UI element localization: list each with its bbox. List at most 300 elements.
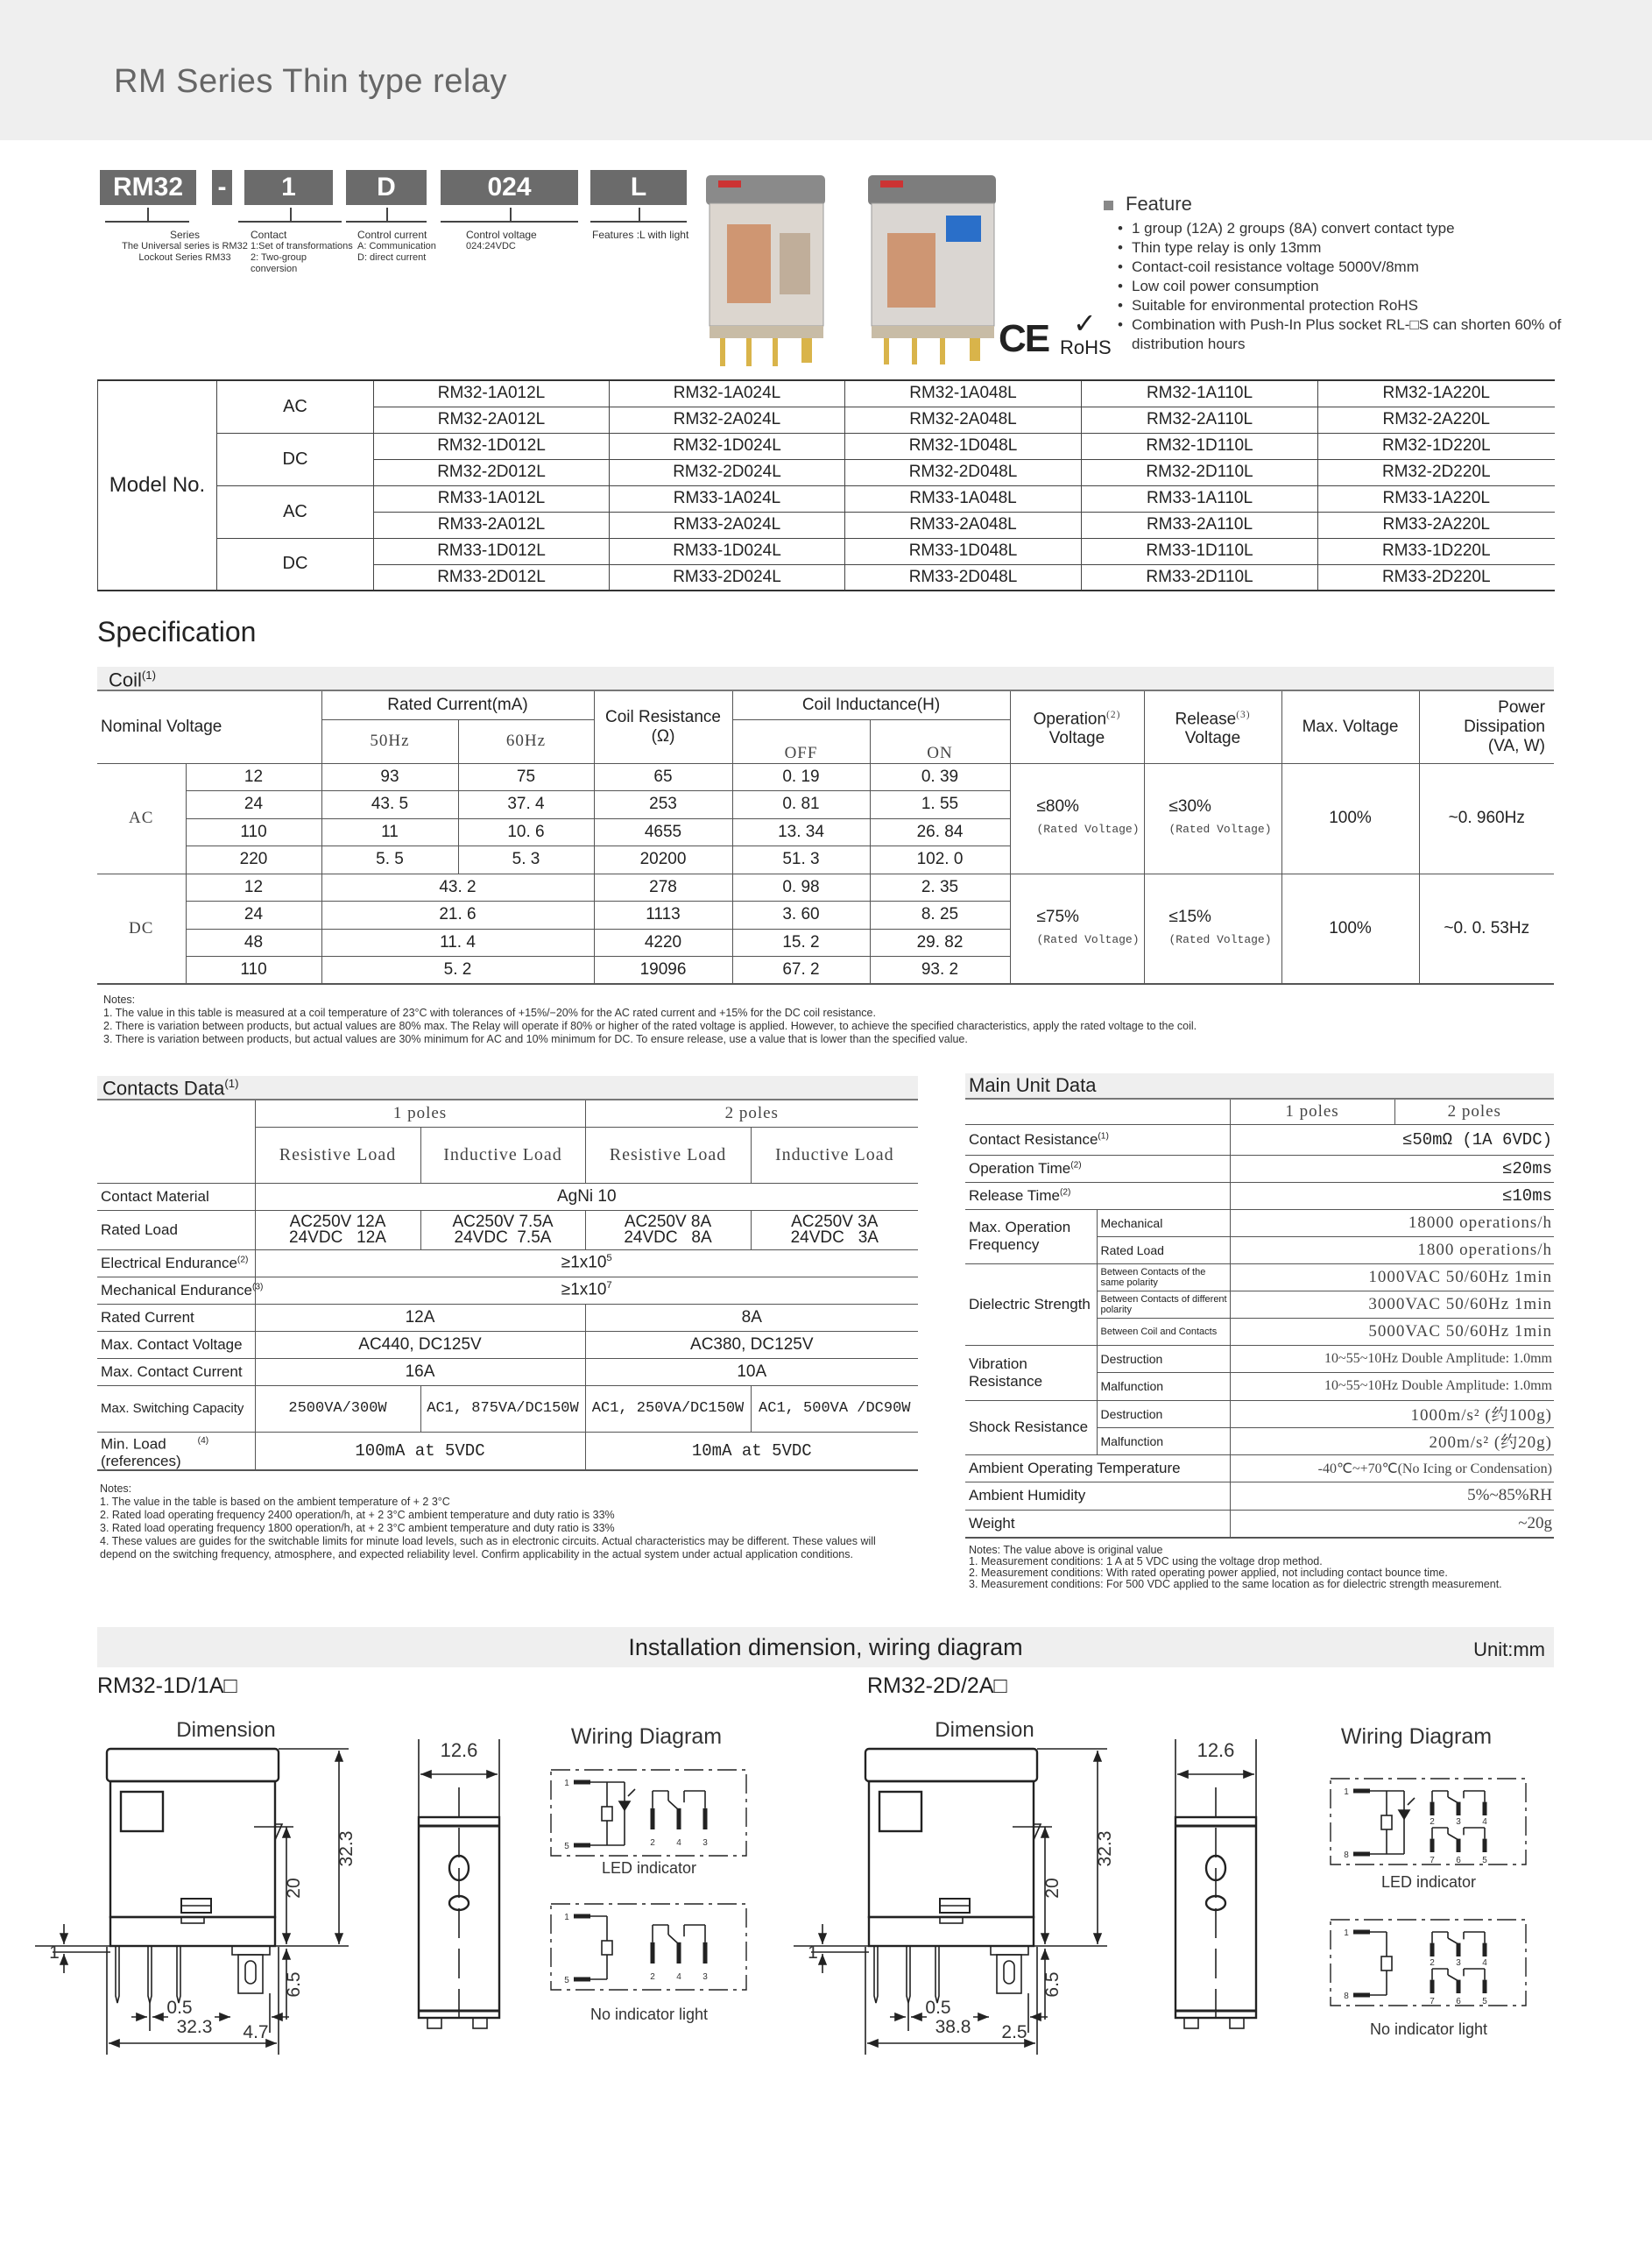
- row-label: [97, 1331, 255, 1358]
- coil-value-cell: 278: [594, 874, 732, 902]
- terminal-number: 2: [650, 1838, 655, 1848]
- terminal-number: 6: [1456, 1856, 1461, 1865]
- row-group-label: Shock Resistance: [965, 1400, 1097, 1454]
- specification-heading: Specification: [97, 616, 257, 647]
- row-group-label: Max. Operation Frequency: [965, 1209, 1097, 1263]
- release-time-value: ≤10ms: [1230, 1182, 1554, 1209]
- coil-value-cell: 4655: [594, 818, 732, 846]
- model-number-cell: RM33-1A048L: [845, 485, 1082, 512]
- feature-item: • Low coil power consumption: [1132, 277, 1627, 296]
- table-row: [97, 1358, 918, 1385]
- poles2-header: 2 poles: [1394, 1100, 1554, 1124]
- model-number-cell: RM32-1D024L: [610, 433, 845, 459]
- terminal-number: 1: [564, 1779, 569, 1788]
- table-row: [98, 485, 1555, 512]
- coil-value-cell: 37. 4: [458, 791, 594, 819]
- model-number-cell: RM32-1D012L: [374, 433, 610, 459]
- dimension-terminal-label: 4.7: [243, 2022, 269, 2042]
- rated-load-cell: [255, 1210, 420, 1249]
- terminal-number: 4: [1482, 1817, 1487, 1827]
- table-row: [965, 1209, 1554, 1236]
- contact-material-value: AgNi 10: [255, 1183, 918, 1210]
- dimension-20-label: 20: [284, 1878, 304, 1899]
- cell-text: Operation Time: [969, 1159, 1071, 1177]
- on-header: ON: [870, 719, 1010, 763]
- code-label-title: Control voltage: [466, 229, 537, 241]
- cell-text: ≤80%: [1036, 797, 1079, 816]
- humidity-value: 5%~85%RH: [1230, 1482, 1554, 1511]
- mechanical-endurance-value: [255, 1277, 918, 1304]
- relay-pin: [148, 1946, 152, 2003]
- table-row: [97, 1385, 918, 1432]
- installation-title: Installation dimension, wiring diagram: [628, 1634, 1023, 1660]
- no-indicator-label: No indicator light: [1369, 2020, 1488, 2038]
- dimension-height-label: 32.3: [1095, 1830, 1115, 1867]
- dimension-pin-width-label: 0.5: [166, 1998, 193, 2018]
- max-voltage-cell: 100%: [1281, 763, 1419, 874]
- dimension-title: Dimension: [176, 1718, 276, 1742]
- coil-value-cell: 0. 19: [732, 763, 870, 791]
- code-segment-box: L: [590, 170, 687, 205]
- coil-value-cell: 110: [186, 957, 321, 985]
- spec-value: 1000VAC 50/60Hz 1min: [1230, 1263, 1554, 1291]
- terminal-number: 4: [676, 1838, 681, 1848]
- code-label-line: 2: Two-group conversion: [251, 252, 307, 274]
- terminal-number: 1: [1344, 1928, 1349, 1938]
- model-number-cell: RM33-1A220L: [1318, 485, 1555, 512]
- feature-item: • Contact-coil resistance voltage 5000V/8mm: [1132, 258, 1627, 277]
- row-sublabel: Rated Load: [1097, 1236, 1230, 1263]
- row-label: [97, 1358, 255, 1385]
- relay-pin: [177, 1946, 180, 2003]
- terminal-number: 7: [1430, 1856, 1435, 1865]
- relay-image: [863, 172, 1003, 369]
- row-label: [97, 1432, 255, 1470]
- terminal-slot: [1004, 1961, 1014, 1984]
- cell-text: ≥1x10: [561, 1280, 607, 1299]
- coil-value-cell: 3. 60: [732, 902, 870, 930]
- code-segment-label: [592, 230, 697, 241]
- side-foot: [1230, 2018, 1244, 2028]
- note-line: 3. Measurement conditions: For 500 VDC applied to the same location as for dielectric strength measurement.: [969, 1578, 1502, 1590]
- row-label: [965, 1155, 1230, 1182]
- row-label: [97, 1277, 264, 1304]
- power-dissipation-cell: ~0. 960Hz: [1419, 763, 1554, 874]
- model-number-cell: RM32-2A110L: [1082, 407, 1318, 433]
- relay-image: [701, 172, 832, 369]
- operation-time-value: ≤20ms: [1230, 1155, 1554, 1182]
- dimension-width-label: 32.3: [176, 2017, 213, 2037]
- coil-value-cell: 24: [186, 791, 321, 819]
- spec-value: 18000 operations/h: [1230, 1209, 1554, 1236]
- cell-text: AC250V 3A: [791, 1212, 879, 1231]
- model-number-cell: RM32-2A048L: [845, 407, 1082, 433]
- model-number-cell: RM33-1D012L: [374, 538, 610, 564]
- model-number-cell: RM33-1D048L: [845, 538, 1082, 564]
- table-row: [98, 380, 1555, 407]
- terminal-head: [232, 1946, 270, 1955]
- coil-title: [109, 669, 156, 691]
- coil-icon: [602, 1941, 612, 1955]
- code-segment-label: [466, 230, 580, 252]
- relay-pin: [116, 1946, 119, 2003]
- terminal-number: 3: [1456, 1817, 1461, 1827]
- side-foot: [427, 2018, 441, 2028]
- cell-text: AC250V 12A: [289, 1212, 386, 1231]
- table-row: [97, 1277, 918, 1304]
- code-label-title: Features :L with light: [592, 229, 689, 241]
- cell-text: 24VDC 8A: [624, 1228, 712, 1247]
- model-number-cell: RM32-2D024L: [610, 459, 845, 485]
- poles1-header: 1 poles: [255, 1100, 585, 1127]
- feature-items: [1102, 219, 1627, 354]
- rohs-logo: RoHS: [1060, 336, 1112, 358]
- dimension-base-label: 1: [808, 1942, 818, 1963]
- model-number-cell: RM32-1D110L: [1082, 433, 1318, 459]
- note-line: 4. These values are guides for the switchable limits for minute load levels, such as in electronic circuits. Actual characteristics may be different. These values will depend on the switching frequency, atmosphere, and expected reliability level. Confirm applicability in the actual system under actual application conditions.: [100, 1535, 876, 1560]
- switching-capacity-value: AC1, 875VA/DC150W: [420, 1385, 585, 1432]
- power-dissipation-header: [1419, 691, 1554, 763]
- row-sublabel: Malfunction: [1097, 1427, 1230, 1454]
- led-light-ray: [628, 1789, 635, 1796]
- contacts-table: [97, 1100, 918, 1471]
- coil-value-cell: 220: [186, 846, 321, 874]
- contact-arm: [1448, 1834, 1458, 1840]
- ambient-temp-value: -40℃~+70℃(No Icing or Condensation): [1230, 1454, 1554, 1482]
- side-foot: [1184, 2018, 1198, 2028]
- code-bracket-tick: [290, 208, 292, 222]
- max-voltage-value: AC440, DC125V: [255, 1331, 585, 1358]
- code-label-line: Lockout Series RM33: [138, 252, 231, 263]
- main-unit-title: Main Unit Data: [969, 1074, 1097, 1096]
- cell-text: (VA, W): [1487, 736, 1545, 755]
- coil-icon: [1381, 1956, 1392, 1971]
- terminal-number: 1: [564, 1913, 569, 1922]
- current-type-cell: AC: [97, 763, 186, 874]
- model-label-2pole: RM32-2D/2A□: [867, 1673, 1007, 1698]
- code-label-title: Series: [169, 229, 200, 241]
- row-label: [97, 1304, 255, 1331]
- code-bracket-tick: [639, 208, 640, 222]
- spec-value: 5000VAC 50/60Hz 1min: [1230, 1318, 1554, 1345]
- test-button-icon: [449, 1896, 469, 1910]
- cell-text: Contact Resistance: [969, 1130, 1098, 1148]
- test-button-icon: [1206, 1896, 1225, 1910]
- row-sublabel: Mechanical: [1097, 1209, 1230, 1236]
- relay-base: [110, 1917, 275, 1946]
- led-indicator-label: LED indicator: [601, 1859, 697, 1877]
- note-line: 2. Rated load operating frequency 2400 operation/h, at + 2 3°C ambient temperature and duty ratio is 33%: [100, 1509, 615, 1521]
- model-number-cell: RM32-1D048L: [845, 433, 1082, 459]
- coil-value-cell: 0. 39: [870, 763, 1010, 791]
- model-number-cell: RM32-2A220L: [1318, 407, 1555, 433]
- dimension-20-label: 20: [1042, 1878, 1063, 1899]
- current-type-cell: AC: [217, 380, 374, 433]
- table-row: [965, 1182, 1554, 1209]
- code-segment-box: 024: [441, 170, 578, 205]
- cell-text: Rated Load: [101, 1221, 178, 1238]
- row-group-label: Vibration Resistance: [965, 1345, 1097, 1400]
- off-header: OFF: [732, 719, 870, 763]
- switching-capacity-value: 2500VA/300W: [255, 1385, 420, 1432]
- dimension-title: Dimension: [935, 1718, 1034, 1742]
- coil-value-cell: 0. 98: [732, 874, 870, 902]
- model-number-cell: RM32-2D012L: [374, 459, 610, 485]
- max-voltage-header: Max. Voltage: [1281, 691, 1419, 763]
- spec-value: 1800 operations/h: [1230, 1236, 1554, 1263]
- spec-value: 3000VAC 50/60Hz 1min: [1230, 1291, 1554, 1318]
- row-group-label: Dielectric Strength: [965, 1263, 1097, 1345]
- coil-value-cell: 253: [594, 791, 732, 819]
- relay-photo-led: [863, 172, 1003, 373]
- poles1-header: 1 poles: [1230, 1100, 1394, 1124]
- spec-value: 200m/s² (约20g): [1230, 1427, 1554, 1454]
- terminal-number: 2: [1430, 1817, 1435, 1827]
- code-label-line: D: direct current: [357, 252, 427, 263]
- max-voltage-cell: 100%: [1281, 874, 1419, 984]
- cell-text: Max. Switching Capacity: [101, 1401, 244, 1416]
- model-number-cell: RM33-1D110L: [1082, 538, 1318, 564]
- cell-text: Release Time: [969, 1186, 1060, 1204]
- terminal-number: 8: [1344, 1850, 1349, 1860]
- max-current-value: 16A: [255, 1358, 585, 1385]
- coil-title-sup: (1): [141, 669, 157, 682]
- footnote-ref: (2): [1059, 1186, 1071, 1197]
- empty-header: [97, 1100, 255, 1183]
- led-indicator-label: LED indicator: [1380, 1873, 1477, 1891]
- coil-value-cell: 5. 2: [321, 957, 594, 985]
- relay-body: [110, 1781, 275, 1917]
- terminal-number: 4: [1482, 1958, 1487, 1968]
- max-current-value: 10A: [585, 1358, 918, 1385]
- model-number-cell: RM33-2D220L: [1318, 564, 1555, 591]
- coil-value-cell: 93: [321, 763, 458, 791]
- poles2-header: 2 poles: [585, 1100, 918, 1127]
- model-number-cell: RM32-1A048L: [845, 380, 1082, 407]
- feature-item: • Suitable for environmental protection RoHS: [1132, 296, 1627, 315]
- model-number-cell: RM33-1D220L: [1318, 538, 1555, 564]
- contact-arm: [668, 1801, 679, 1810]
- table-row: [97, 1183, 918, 1210]
- cell-text: ≤15%: [1168, 907, 1211, 926]
- model-number-table: [97, 379, 1555, 591]
- coil-table: [97, 691, 1554, 985]
- cell-text: Power Dissipation: [1464, 697, 1545, 736]
- operation-voltage-header: [1010, 691, 1144, 763]
- code-bracket-tick: [386, 208, 388, 222]
- empty-header: [965, 1100, 1230, 1124]
- row-sublabel: Malfunction: [1097, 1373, 1230, 1401]
- coil-icon: [1381, 1815, 1392, 1829]
- cell-text: Max. Contact Voltage: [101, 1335, 243, 1353]
- contacts-title-text: Contacts Data: [102, 1077, 225, 1100]
- release-voltage-cell: [1144, 763, 1281, 874]
- terminal-number: 3: [702, 1838, 708, 1848]
- code-bracket-tick: [147, 208, 149, 222]
- terminal-number: 6: [1456, 1997, 1461, 2006]
- coil-value-cell: 26. 84: [870, 818, 1010, 846]
- dimension-width-label: 38.8: [935, 2017, 971, 2037]
- switching-capacity-value: AC1, 250VA/DC150W: [585, 1385, 751, 1432]
- relay-base: [869, 1917, 1034, 1946]
- dimension-pin-label: 6.5: [1042, 1971, 1063, 1998]
- coil-resistance-header: [594, 691, 732, 763]
- contact-arm: [1448, 1797, 1458, 1803]
- row-sublabel: Between Contacts of different polarity: [1097, 1291, 1230, 1318]
- coil-value-cell: 19096: [594, 957, 732, 985]
- coil-value-cell: 24: [186, 902, 321, 930]
- feature-item: • Combination with Push-In Plus socket RL-□S can shorten 60% of distribution hours: [1132, 315, 1627, 354]
- coil-title-text: Coil: [109, 669, 142, 691]
- cell-text: AC250V 7.5A: [452, 1212, 554, 1231]
- contacts-title: [102, 1077, 239, 1100]
- contacts-title-sup: (1): [224, 1077, 239, 1090]
- model-number-cell: RM33-1A110L: [1082, 485, 1318, 512]
- code-segment-box: -: [212, 170, 232, 205]
- row-sublabel: Between Contacts of the same polarity: [1097, 1263, 1230, 1291]
- model-number-cell: RM32-1A220L: [1318, 380, 1555, 407]
- cell-text: Min. Load: [101, 1435, 166, 1453]
- current-type-cell: DC: [97, 874, 186, 984]
- code-label-title: Control current: [357, 229, 427, 241]
- terminal-number: 5: [564, 1976, 569, 1985]
- coil-inductance-header: Coil Inductance(H): [732, 691, 1010, 719]
- operation-voltage-cell: [1010, 763, 1144, 874]
- coil-value-cell: 12: [186, 874, 321, 902]
- coil-value-cell: 75: [458, 763, 594, 791]
- max-voltage-value: AC380, DC125V: [585, 1331, 918, 1358]
- contact-arm: [1448, 1938, 1458, 1944]
- operation-voltage-cell: [1010, 874, 1144, 984]
- cell-text: 24VDC 3A: [790, 1228, 879, 1247]
- dimension-pin-width-label: 0.5: [925, 1998, 951, 2018]
- contact-arm: [668, 1935, 679, 1944]
- rated-current-header: Rated Current(mA): [321, 691, 594, 719]
- code-label-line: 024:24VDC: [466, 241, 516, 251]
- dimension-side-label: 12.6: [1197, 1739, 1235, 1761]
- rated-voltage-note: (Rated Voltage): [1036, 932, 1140, 946]
- cell-text: Operation: [1033, 710, 1107, 729]
- relay-window: [121, 1792, 163, 1831]
- row-label: [965, 1124, 1230, 1155]
- coil-value-cell: 67. 2: [732, 957, 870, 985]
- cell-text: 24VDC 7.5A: [454, 1228, 552, 1247]
- table-row: [965, 1345, 1554, 1373]
- model-number-cell: RM33-2A220L: [1318, 512, 1555, 538]
- coil-value-cell: 2. 35: [870, 874, 1010, 902]
- note-line: 1. Measurement conditions: 1 A at 5 VDC using the voltage drop method.: [969, 1555, 1323, 1567]
- code-label-title: Contact: [251, 229, 287, 241]
- contact-arm: [1448, 1975, 1458, 1981]
- current-type-cell: DC: [217, 538, 374, 591]
- header-unit: (Ω): [651, 726, 675, 746]
- rated-load-cell: [751, 1210, 918, 1249]
- table-row: [97, 763, 1554, 791]
- coil-title-bar: [97, 667, 1554, 691]
- table-row: [965, 1400, 1554, 1427]
- cell-text: 24VDC 12A: [289, 1228, 386, 1247]
- coil-value-cell: 13. 34: [732, 818, 870, 846]
- terminal-number: 5: [1482, 1856, 1487, 1865]
- dimension-terminal-label: 2.5: [1001, 2022, 1027, 2042]
- model-number-cell: RM33-2A024L: [610, 512, 845, 538]
- hz50-header: 50Hz: [321, 719, 458, 763]
- table-row: [97, 1331, 918, 1358]
- weight-value: ~20g: [1230, 1510, 1554, 1538]
- table-row: [97, 1210, 918, 1249]
- table-row: [965, 1454, 1554, 1482]
- model-number-cell: RM33-2A048L: [845, 512, 1082, 538]
- feature-title: Feature: [1102, 193, 1627, 216]
- model-number-cell: RM33-1D024L: [610, 538, 845, 564]
- note-line: Notes:: [103, 994, 136, 1006]
- dimension-side-label: 12.6: [440, 1739, 478, 1761]
- feature-item: • Thin type relay is only 13mm: [1132, 238, 1627, 258]
- terminal-number: 5: [1482, 1997, 1487, 2006]
- relay-cap: [107, 1749, 279, 1781]
- relay-cap: [865, 1749, 1037, 1781]
- terminal-number: 2: [650, 1972, 655, 1982]
- rated-current-value: 12A: [255, 1304, 585, 1331]
- code-segment-label: [357, 230, 462, 264]
- power-dissipation-cell: ~0. 0. 53Hz: [1419, 874, 1554, 984]
- row-label: [97, 1249, 255, 1277]
- coil-value-cell: 8. 25: [870, 902, 1010, 930]
- coil-value-cell: 0. 81: [732, 791, 870, 819]
- load-type-header: Inductive Load: [751, 1127, 918, 1183]
- row-sublabel: Between Coil and Contacts: [1097, 1318, 1230, 1345]
- header-text: Coil Resistance: [605, 707, 721, 726]
- rated-voltage-note: (Rated Voltage): [1036, 823, 1140, 836]
- coil-value-cell: 11. 4: [321, 929, 594, 957]
- table-row: [965, 1124, 1554, 1155]
- cell-text: Rated Current: [101, 1308, 194, 1326]
- coil-value-cell: 1. 55: [870, 791, 1010, 819]
- table-row: [965, 1263, 1554, 1291]
- unit-label: Unit:mm: [1473, 1638, 1545, 1660]
- led-light-ray: [1408, 1798, 1415, 1805]
- check-icon: ✓: [1073, 308, 1097, 339]
- coil-value-cell: 93. 2: [870, 957, 1010, 985]
- led-diode-icon: [1399, 1810, 1409, 1819]
- row-label: [97, 1385, 255, 1432]
- note-line: 3. Rated load operating frequency 1800 operation/h, at + 2 3°C ambient temperature and duty ratio is 33%: [100, 1522, 615, 1534]
- nominal-voltage-header: Nominal Voltage: [97, 691, 321, 763]
- relay-pin: [935, 1946, 939, 2003]
- terminal-number: 3: [1456, 1958, 1461, 1968]
- terminal-head: [991, 1946, 1028, 1955]
- row-label: Ambient Operating Temperature: [965, 1454, 1230, 1482]
- cell-text: ≤75%: [1036, 907, 1079, 926]
- exponent: 7: [606, 1280, 612, 1291]
- model-number-cell: RM33-2A110L: [1082, 512, 1318, 538]
- model-number-cell: RM33-2A012L: [374, 512, 610, 538]
- model-number-cell: RM32-2D048L: [845, 459, 1082, 485]
- table-row: [97, 874, 1554, 902]
- terminal-number: 7: [1430, 1997, 1435, 2006]
- code-bracket-tick: [510, 208, 512, 222]
- led-diode-icon: [619, 1801, 630, 1810]
- contact-resistance-value: ≤50mΩ (1A 6VDC): [1230, 1124, 1554, 1155]
- rated-voltage-note: (Rated Voltage): [1168, 823, 1272, 836]
- model-number-cell: RM33-2D110L: [1082, 564, 1318, 591]
- table-row: [97, 1432, 918, 1470]
- spec-value: 10~55~10Hz Double Amplitude: 1.0mm: [1230, 1345, 1554, 1373]
- code-segment-box: RM32: [100, 170, 196, 205]
- model-number-cell: RM33-2D048L: [845, 564, 1082, 591]
- row-label: [97, 1183, 255, 1210]
- wiring-diagram-title: Wiring Diagram: [570, 1724, 723, 1749]
